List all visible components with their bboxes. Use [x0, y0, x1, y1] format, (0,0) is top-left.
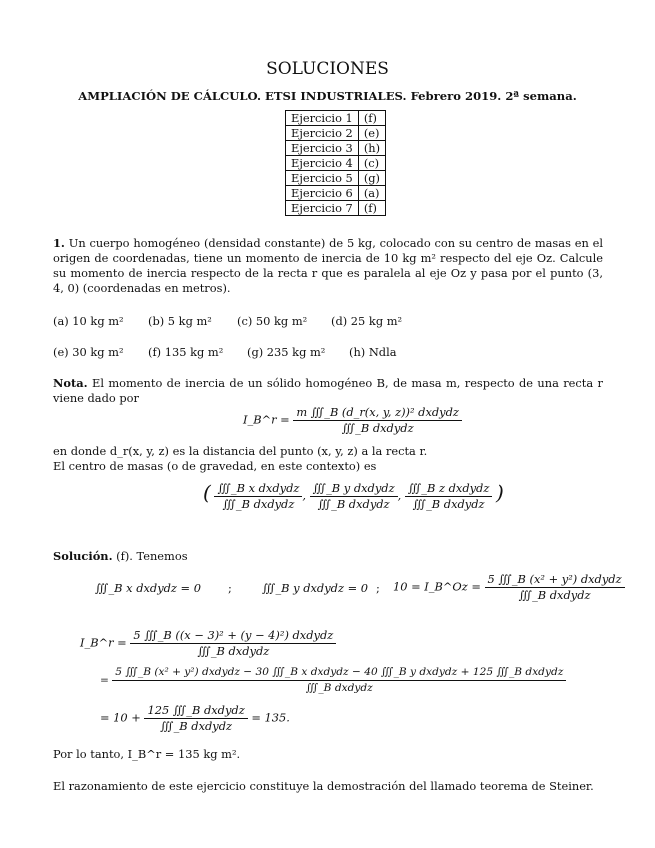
inertia-fraction — [293, 405, 462, 436]
exercise-label: Ejercicio 2 — [286, 126, 359, 141]
left-paren: ( — [203, 480, 211, 505]
problem-number: 1. — [53, 236, 65, 250]
option-g: (g) 235 kg m² — [247, 345, 326, 359]
cm-x-fraction — [214, 481, 302, 512]
line1-fraction — [130, 628, 336, 659]
exercise-label: Ejercicio 1 — [286, 111, 359, 126]
eq-oz-denominator: ∭_B dxdydz — [518, 588, 591, 602]
option-d: (d) 25 kg m² — [331, 314, 403, 328]
inertia-numerator: m ∭_B (d_r(x, y, z))² dxdydz — [293, 405, 462, 421]
eq-x-moment: ∭_B x dxdydz = 0 — [95, 581, 201, 595]
solution-intro-text: (f). Tenemos — [116, 549, 188, 563]
eq-oz-lhs: 10 = I_B^Oz = — [393, 579, 481, 594]
option-f: (f) 135 kg m² — [148, 345, 224, 359]
answer-row — [286, 126, 386, 141]
exercise-label: Ejercicio 5 — [286, 171, 359, 186]
eq-oz-numerator: 5 ∭_B (x² + y²) dxdydz — [485, 572, 625, 588]
cm-x-numerator: ∭_B x dxdydz — [214, 481, 302, 497]
line3-denominator: ∭_B dxdydz — [160, 719, 233, 733]
separator-2: ; — [376, 581, 380, 595]
line1-denominator: ∭_B dxdydz — [197, 644, 270, 658]
exercise-label: Ejercicio 7 — [286, 201, 359, 216]
line3-pre: = 10 + — [100, 710, 141, 725]
cm-y-fraction — [310, 481, 398, 512]
solution-intro — [53, 549, 603, 564]
line3-post: = 135. — [251, 710, 290, 725]
answers-table — [285, 110, 386, 216]
cm-y-numerator: ∭_B y dxdydz — [310, 481, 398, 497]
nota-paragraph — [53, 376, 603, 406]
exercise-answer: (h) — [358, 141, 385, 156]
answer-row — [286, 111, 386, 126]
right-paren: ) — [495, 480, 504, 505]
exercise-label: Ejercicio 6 — [286, 186, 359, 201]
option-e: (e) 30 kg m² — [53, 345, 124, 359]
center-of-mass-formula: ( $\frac{\text{∭\_B x dxdydz}}{\text{∭\_B dxdydz}}$ , $\frac{\text{∭\_B y dxdydz}}{\text{∭\_B dxdydz}}$ , $\frac{\text{∭\_B z dxdydz}}{\text{∭\_B dxdydz}}$ ) — [203, 480, 504, 511]
derivation-line-3 — [100, 703, 290, 734]
cm-x-denominator: ∭_B dxdydz — [222, 497, 295, 511]
exercise-answer: (f) — [358, 201, 385, 216]
exercise-answer: (c) — [358, 156, 385, 171]
answer-row — [286, 156, 386, 171]
steiner-remark: El razonamiento de este ejercicio constituye la demostración del llamado teorema de Steiner. — [53, 779, 594, 793]
answer-row — [286, 201, 386, 216]
page-title: SOLUCIONES — [266, 59, 389, 79]
derivation-line-2 — [100, 665, 566, 696]
separator-1: ; — [228, 581, 232, 595]
line1-lhs: I_B^r = — [80, 635, 127, 650]
option-b: (b) 5 kg m² — [148, 314, 212, 328]
answer-row — [286, 171, 386, 186]
answer-row — [286, 186, 386, 201]
eq-y-moment: ∭_B y dxdydz = 0 — [262, 581, 368, 595]
nota-text: El momento de inercia de un sólido homogéneo B, de masa m, respecto de una recta r viene dado por — [53, 376, 603, 405]
conclusion: Por lo tanto, I_B^r = 135 kg m². — [53, 747, 241, 761]
line1-numerator: 5 ∭_B ((x − 3)² + (y − 4)²) dxdydz — [130, 628, 336, 644]
inertia-lhs: I_B^r = — [243, 412, 290, 427]
exercise-answer: (f) — [358, 111, 385, 126]
eq-oz-inertia — [393, 572, 625, 603]
exercise-answer: (a) — [358, 186, 385, 201]
answer-row — [286, 141, 386, 156]
exercise-label: Ejercicio 4 — [286, 156, 359, 171]
cm-z-numerator: ∭_B z dxdydz — [405, 481, 493, 497]
distance-definition: en donde d_r(x, y, z) es la distancia del punto (x, y, z) a la recta r. — [53, 444, 428, 458]
cm-y-denominator: ∭_B dxdydz — [317, 497, 390, 511]
exercise-answer: (g) — [358, 171, 385, 186]
derivation-line-1 — [80, 628, 336, 659]
solution-label: Solución. — [53, 549, 113, 563]
cm-z-denominator: ∭_B dxdydz — [412, 497, 485, 511]
inertia-denominator: ∭_B dxdydz — [341, 421, 414, 435]
cm-z-fraction — [405, 481, 493, 512]
line3-numerator: 125 ∭_B dxdydz — [144, 703, 247, 719]
line2-fraction — [112, 665, 566, 696]
problem-statement — [53, 236, 603, 296]
line3-fraction — [144, 703, 247, 734]
option-a: (a) 10 kg m² — [53, 314, 124, 328]
line2-denominator: ∭_B dxdydz — [305, 682, 373, 694]
option-h: (h) Ndla — [349, 345, 397, 359]
eq-oz-fraction — [485, 572, 625, 603]
line2-lhs: = — [100, 674, 109, 687]
nota-label: Nota. — [53, 376, 88, 390]
problem-text: Un cuerpo homogéneo (densidad constante) de 5 kg, colocado con su centro de masas en el origen de coordenadas, tiene un momento de inercia de 10 kg m² respecto del eje Oz. Calcule su momento de inercia respecto de la recta r que es paralela al eje Oz y pasa por el punto (3, 4, 0) (coordenadas en metros). — [53, 236, 603, 295]
exercise-answer: (e) — [358, 126, 385, 141]
option-c: (c) 50 kg m² — [237, 314, 308, 328]
center-of-mass-intro: El centro de masas (o de gravedad, en este contexto) es — [53, 459, 377, 473]
exam-subtitle: AMPLIACIÓN DE CÁLCULO. ETSI INDUSTRIALES. Febrero 2019. 2ª semana. — [78, 89, 577, 103]
exercise-label: Ejercicio 3 — [286, 141, 359, 156]
inertia-formula — [243, 405, 462, 436]
line2-numerator: 5 ∭_B (x² + y²) dxdydz − 30 ∭_B x dxdydz − 40 ∭_B y dxdydz + 125 ∭_B dxdydz — [112, 665, 566, 681]
